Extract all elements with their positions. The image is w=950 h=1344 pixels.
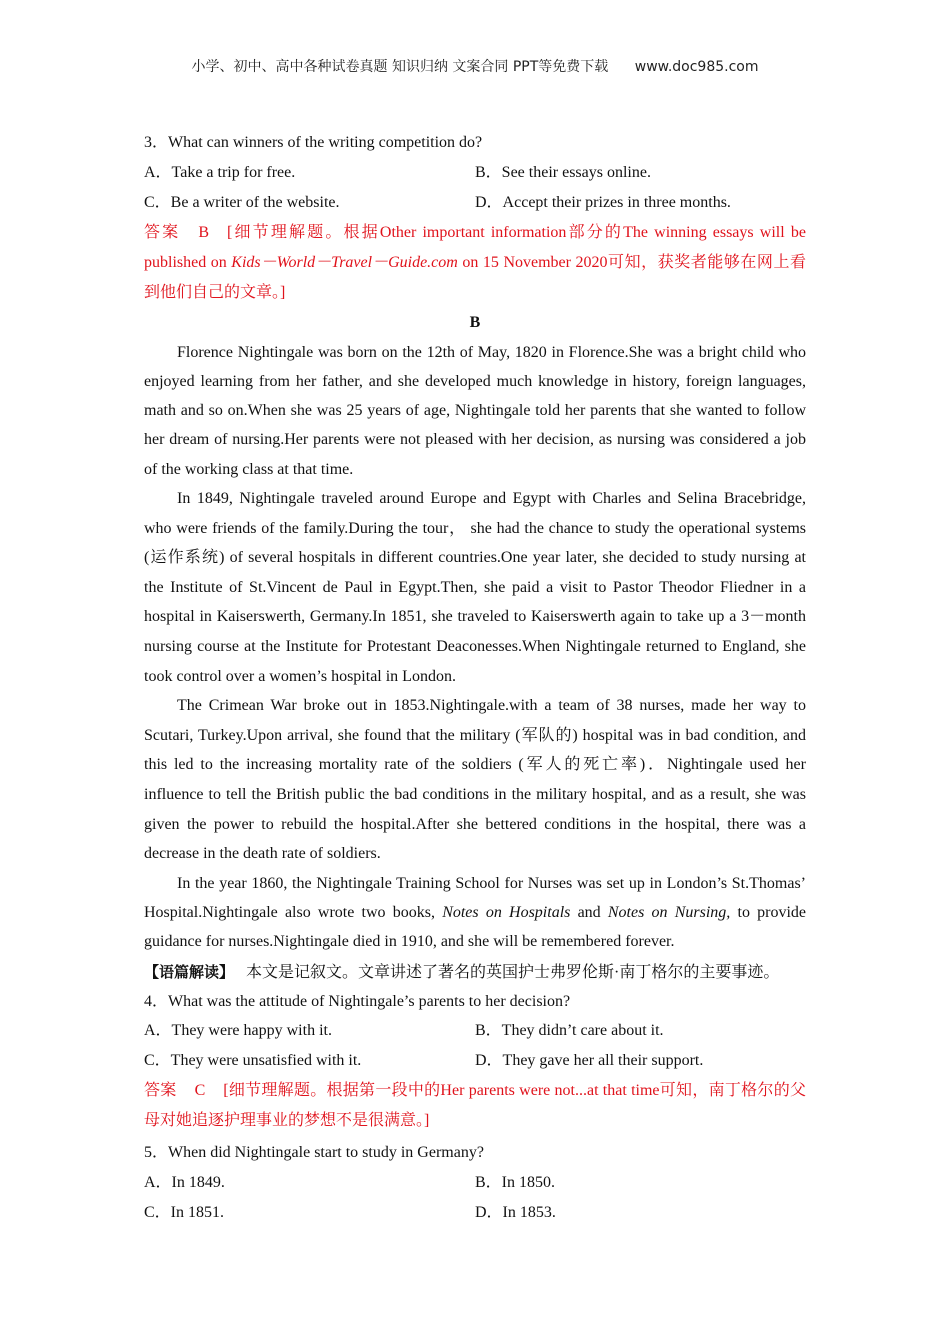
q3-options-row-2 (144, 188, 806, 218)
summary-label: 【语篇解读】 (144, 962, 235, 981)
content-area (144, 128, 806, 1228)
q3-options-row-1 (144, 158, 806, 188)
q3-option-d: D．Accept their prizes in three months. (475, 193, 731, 211)
q4-options-row-2 (144, 1046, 806, 1076)
q3-answer (144, 218, 806, 308)
book-title-2: Notes on Nursing, (607, 904, 731, 921)
page-header (0, 56, 950, 76)
q3-explanation-site: Kids－World－Travel－Guide.com (231, 253, 458, 271)
q4-option-d: D．They gave her all their support. (475, 1052, 704, 1070)
q4-option-a: A．They were happy with it. (144, 1022, 332, 1040)
question-5: 5．When did Nightingale start to study in Germany? (144, 1144, 484, 1162)
q3-option-b: B．See their essays online. (475, 163, 651, 181)
q5-options-row-2 (144, 1198, 806, 1228)
passage-paragraph-4: In the year 1860, the Nightingale Training School for Nurses was set up in London’s St.Thomas’ Hospital.Nightingale also wrote two books, Notes on Hospitals and Notes on Nursing, to provide guidance for nurses.Nightingale died in 1910, and she will be remembered forever. (144, 874, 807, 951)
q5-option-c: C．In 1851. (144, 1203, 225, 1221)
book-title-1: Notes on Hospitals (442, 904, 571, 921)
q5-option-b: B．In 1850. (475, 1173, 556, 1191)
question-4: 4．What was the attitude of Nightingale’s parents to her decision? (144, 992, 571, 1010)
q4-answer-label: 答案 C (144, 1082, 206, 1100)
section-b-title: B (469, 313, 481, 331)
passage-paragraph-1: Florence Nightingale was born on the 12th of May, 1820 in Florence.She was a bright child who enjoyed learning from her father, and she developed much knowledge in history, foreign languages, math and so on.When she was 25 years of age, Nightingale told her parents that she wanted to follow her dream of nursing.Her parents were not pleased with her decision, as nursing was considered a job of the working class at that time. (144, 343, 806, 478)
q4-answer (144, 1076, 806, 1136)
q5-options-row-1 (144, 1168, 806, 1198)
q3-answer-letter: B (198, 223, 210, 241)
passage-paragraph-3: The Crimean War broke out in 1853.Nightingale.with a team of 38 nurses, made her way to Scutari, Turkey.Upon arrival, she found that the military (军队的) hospital was in bad condition, and this led to the increasing mortality rate of the soldiers (军人的死亡率)．Nightingale used her influence to tell the British public the bad conditions in the military hospital, and as a result, she was given the power to rebuild the hospital.After she bettered conditions in the hospital, there was a decrease in the death rate of soldiers. (144, 697, 806, 863)
q3-option-c: C．Be a writer of the website. (144, 193, 340, 211)
q5-option-a: A．In 1849. (144, 1173, 225, 1191)
q3-explanation-a: [细节理解题。根据Other important information部分的The winning essays will be published on (144, 223, 806, 271)
q4-option-b: B．They didn’t care about it. (475, 1022, 664, 1040)
q4-options-row-1 (144, 1016, 806, 1046)
q3-answer-label: 答案 B (144, 223, 210, 241)
summary-text: 本文是记叙文。文章讲述了著名的英国护士弗罗伦斯·南丁格尔的主要事迹。 (246, 963, 780, 981)
question-3: 3．What can winners of the writing competition do? (144, 134, 483, 151)
passage-summary (144, 957, 806, 987)
q4-explanation: [细节理解题。根据第一段中的Her parents were not...at that time可知，南丁格尔的父母对她追逐护理事业的梦想不是很满意。] (144, 1082, 806, 1130)
q4-answer-letter: C (194, 1082, 206, 1100)
passage-paragraph-2: In 1849, Nightingale traveled around Europe and Egypt with Charles and Selina Bracebridge, who were friends of the family.During the tour， she had the chance to study the operational systems (运作系统) of several hospitals in different countries.One year later, she decided to study nursing at the Institute of St.Vincent de Paul in Egypt.Then, she paid a visit to Pastor Theodor Fliedner in a hospital in Kaiserswerth, Germany.In 1851, she traveled to Kaiserswerth again to take up a 3－month nursing course at the Institute for Protestant Deaconesses.When Nightingale returned to England, she took control over a women’s hospital in London. (144, 489, 806, 685)
q3-explanation-b: on 15 November 2020可知，获奖者能够在网上看到他们自己的文章。] (144, 253, 806, 301)
q3-option-a: A．Take a trip for free. (144, 163, 296, 181)
q4-option-c: C．They were unsatisfied with it. (144, 1052, 362, 1070)
header-text: 小学、初中、高中各种试卷真题 知识归纳 文案合同 PPT等免费下载 (191, 59, 609, 75)
q5-option-d: D．In 1853. (475, 1203, 556, 1221)
header-site[interactable]: www.doc985.com (634, 59, 759, 75)
